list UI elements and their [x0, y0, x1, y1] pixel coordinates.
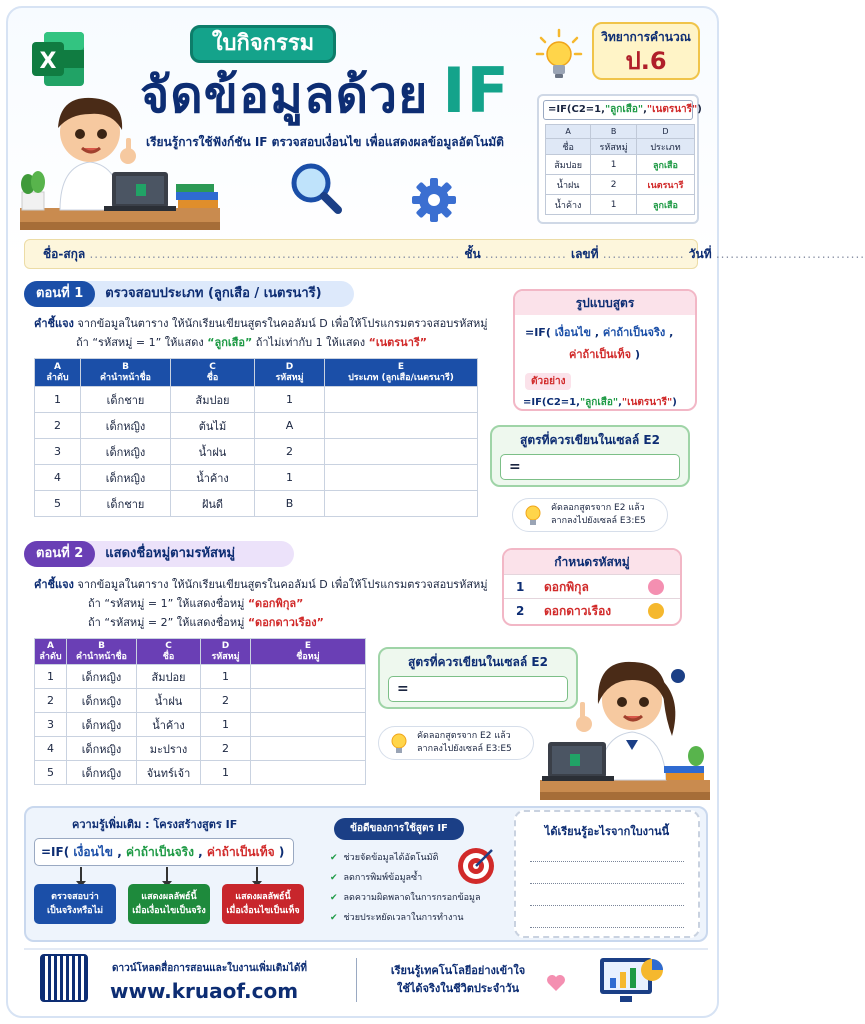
pattern-condition: เงื่อนไข	[554, 326, 592, 339]
check-icon: ✔	[330, 853, 338, 863]
example-table	[545, 124, 695, 215]
example-spreadsheet	[537, 94, 702, 224]
formula-answer-input[interactable]: =	[388, 676, 568, 702]
kf-close: )	[278, 845, 285, 859]
box-line: เมื่อเงื่อนไขเป็นเท็จ	[226, 906, 300, 916]
cell-name: ส้มปอย	[137, 665, 201, 689]
condition-true: “ลูกเสือ”	[207, 336, 253, 349]
cell-type: เนตรนารี	[636, 175, 694, 195]
kf-false: ค่าถ้าเป็นเท็จ	[206, 845, 275, 859]
cell-code: 2	[255, 439, 325, 465]
cell-code: 1	[201, 713, 251, 737]
gear-icon	[410, 176, 458, 224]
cell-name: น้ำค้าง	[546, 195, 591, 215]
number-blank[interactable]: .................	[602, 247, 685, 261]
col-header: รหัสหมู่	[591, 139, 637, 155]
advantage-item	[330, 910, 464, 924]
advantage-item	[330, 890, 480, 904]
cell-name: ฝันดี	[171, 491, 255, 517]
pattern-if: =IF(	[525, 326, 551, 339]
tip-line2: ลากลงไปยังเซลล์ E3:E5	[551, 516, 646, 526]
col-letter: B	[591, 125, 637, 139]
cell-code: 1	[201, 665, 251, 689]
title-text: จัดข้อมูลด้วย	[140, 66, 429, 124]
group-code: 1	[516, 580, 525, 594]
student-info-bar	[24, 239, 865, 269]
table-row	[546, 195, 695, 215]
cell-name: น้ำค้าง	[171, 465, 255, 491]
reflection-line[interactable]	[530, 856, 684, 862]
group-code-row	[504, 598, 680, 622]
answer-cell[interactable]	[251, 761, 366, 785]
group-code-row	[504, 574, 680, 598]
answer-cell[interactable]	[325, 491, 478, 517]
lightbulb-icon	[535, 28, 583, 82]
girl-with-laptop-illustration	[540, 640, 710, 800]
date-blank[interactable]: ...............................	[715, 247, 865, 261]
cell-prefix: เด็กหญิง	[67, 689, 137, 713]
pattern-false: ค่าถ้าเป็นเท็จ	[569, 348, 632, 361]
name-blank[interactable]: .............................................................................	[89, 247, 461, 261]
page-subtitle: เรียนรู้การใช้ฟังก์ชัน IF ตรวจสอบเงื่อนไข เพื่อแสดงผลข้อมูลอัตโนมัติ	[146, 135, 504, 149]
activity-label-pill: ใบกิจกรรม	[190, 25, 336, 63]
cell-prefix: เด็กหญิง	[67, 761, 137, 785]
advantage-text: ลดความผิดพลาดในการกรอกข้อมูล	[343, 893, 481, 903]
cell-name: ส้มปอย	[171, 387, 255, 413]
knowledge-formula	[34, 838, 294, 866]
col-header-e: E ประเภท (ลูกเสือ/เนตรนารี)	[325, 359, 478, 387]
instr-label: คำชี้แจง	[34, 317, 74, 330]
subject-label: วิทยาการคำนวณ	[601, 30, 691, 44]
col-letter: A	[546, 125, 591, 139]
cell-type: ลูกเสือ	[636, 195, 694, 215]
cell-name: จันทร์เจ้า	[137, 761, 201, 785]
tip-line2: ลากลงไปยังเซลล์ E3:E5	[417, 744, 512, 754]
condition-explain-box	[34, 884, 116, 924]
heart-icon	[546, 974, 566, 992]
cell-box-title: สูตรที่ควรเขียนในเซลล์ E2	[408, 655, 548, 669]
slogan-line1: เรียนรู้เทคโนโลยีอย่างเข้าใจ	[390, 964, 526, 977]
advantage-text: ช่วยจัดข้อมูลได้อัตโนมัติ	[343, 853, 439, 863]
table-row	[35, 689, 366, 713]
advantage-item	[330, 850, 439, 864]
answer-cell[interactable]	[251, 665, 366, 689]
section1-number: ตอนที่ 1	[24, 281, 95, 307]
condition-value: “ดอกพิกุล”	[247, 597, 304, 610]
check-icon: ✔	[330, 873, 338, 883]
box-line: เมื่อเงื่อนไขเป็นจริง	[132, 906, 206, 916]
kf-true: ค่าถ้าเป็นจริง	[125, 845, 194, 859]
col-header-a: A ลำดับ	[35, 359, 81, 387]
grade-badge	[592, 22, 700, 80]
qr-code-icon	[40, 954, 88, 1002]
formula-pattern-box	[513, 289, 697, 411]
section1-instructions	[34, 315, 488, 333]
col-header: ประเภท	[636, 139, 694, 155]
table-row	[35, 665, 366, 689]
cell-no: 4	[35, 737, 67, 761]
table-row	[35, 737, 366, 761]
cell-code: 1	[591, 155, 637, 175]
cell-code: 1	[255, 387, 325, 413]
cell-no: 4	[35, 465, 81, 491]
instr-text: จากข้อมูลในตาราง ให้นักเรียนเขียนสูตรในคอลัมน์ D เพื่อให้โปรแกรมตรวจสอบรหัสหมู่	[77, 317, 488, 330]
section2-condition-2	[88, 614, 324, 632]
pattern-comma: ,	[594, 326, 600, 339]
cell-code: 2	[201, 737, 251, 761]
cell-name: น้ำฝน	[171, 439, 255, 465]
cell-code: 1	[591, 195, 637, 215]
example-comma: ,	[618, 397, 622, 408]
marigold-flower-icon	[648, 603, 664, 619]
date-label: วันที่	[688, 247, 712, 261]
condition-text: ถ้า “รหัสหมู่ = 1” ให้แสดง	[76, 336, 204, 349]
cell-no: 1	[35, 387, 81, 413]
cell-prefix: เด็กชาย	[81, 491, 171, 517]
condition-text: ถ้า “รหัสหมู่ = 2” ให้แสดงชื่อหมู่	[88, 616, 245, 629]
cell-name: น้ำค้าง	[137, 713, 201, 737]
class-blank[interactable]: .................	[484, 247, 567, 261]
group-code: 2	[516, 604, 525, 618]
answer-cell[interactable]	[325, 387, 478, 413]
answer-cell[interactable]	[251, 689, 366, 713]
col-header-e: E ชื่อหมู่	[251, 639, 366, 665]
condition-value: “ดอกดาวเรือง”	[247, 616, 324, 629]
footer-divider	[356, 958, 357, 1002]
table-row	[35, 387, 478, 413]
example-formula-bar	[543, 100, 702, 120]
pattern-line1	[525, 323, 695, 341]
col-letter: D	[636, 125, 694, 139]
col-header-c: C ชื่อ	[137, 639, 201, 665]
col-header-d: D รหัสหมู่	[201, 639, 251, 665]
answer-cell[interactable]	[251, 737, 366, 761]
table-row	[35, 439, 478, 465]
copy-tip-2	[378, 726, 534, 760]
cell-no: 2	[35, 689, 67, 713]
table-row	[35, 491, 478, 517]
group-name: ดอกพิกุล	[544, 580, 589, 594]
download-text: ดาวน์โหลดสื่อการสอนและใบงานเพิ่มเติมได้ที่	[112, 963, 307, 974]
chart-monitor-icon	[598, 956, 664, 1004]
section2-condition-1	[88, 595, 303, 613]
answer-cell[interactable]	[325, 439, 478, 465]
table-row	[35, 713, 366, 737]
cell-prefix: เด็กหญิง	[81, 413, 171, 439]
box-line: ตรวจสอบว่า	[51, 892, 99, 902]
example-close: )	[672, 397, 677, 408]
col-header-b: B คำนำหน้าชื่อ	[81, 359, 171, 387]
cell-no: 3	[35, 713, 67, 737]
cell-box-title: สูตรที่ควรเขียนในเซลล์ E2	[520, 433, 660, 447]
section1-title: ตรวจสอบประเภท (ลูกเสือ / เนตรนารี)	[105, 286, 322, 301]
col-header: ชื่อ	[546, 139, 591, 155]
copy-tip-1	[512, 498, 668, 532]
cell-no: 2	[35, 413, 81, 439]
advantage-text: ลดการพิมพ์ข้อมูลซ้ำ	[343, 873, 423, 883]
number-label: เลขที่	[570, 247, 599, 261]
pattern-close: )	[634, 348, 640, 361]
down-arrow-icon	[166, 867, 168, 881]
formula-comma: ,	[643, 104, 647, 115]
tip-line1: คัดลอกสูตรจาก E2 แล้ว	[417, 731, 511, 741]
cell-code: 2	[201, 689, 251, 713]
section2-table	[34, 638, 366, 785]
reflection-line[interactable]	[530, 922, 684, 928]
target-icon	[456, 846, 496, 886]
instr-text: จากข้อมูลในตาราง ให้นักเรียนเขียนสูตรในคอลัมน์ D เพื่อให้โปรแกรมตรวจสอบรหัสหมู่	[77, 578, 488, 591]
example-prefix: =IF(C2=1,	[523, 397, 580, 408]
cell-no: 5	[35, 761, 67, 785]
cell-name: มะปราง	[137, 737, 201, 761]
condition-false: “เนตรนารี”	[368, 336, 428, 349]
cell-prefix: เด็กหญิง	[67, 737, 137, 761]
reflection-box	[514, 810, 700, 938]
pattern-comma: ,	[669, 326, 674, 339]
cell-name: น้ำฝน	[137, 689, 201, 713]
section2-header	[24, 541, 294, 567]
example-true: "ลูกเสือ"	[579, 397, 619, 408]
cell-e2-answer-box-1	[490, 425, 690, 487]
knowledge-title: ความรู้เพิ่มเติม : โครงสร้างสูตร IF	[72, 818, 238, 831]
cell-prefix: เด็กชาย	[81, 387, 171, 413]
section2-instructions	[34, 576, 488, 594]
example-formula	[523, 395, 695, 410]
cell-prefix: เด็กหญิง	[67, 665, 137, 689]
false-explain-box	[222, 884, 304, 924]
reflection-line[interactable]	[530, 878, 684, 884]
pattern-line2	[569, 345, 695, 363]
grade-label: ป.6	[625, 47, 667, 75]
section2-number: ตอนที่ 2	[24, 541, 95, 567]
class-label: ชั้น	[464, 247, 481, 261]
true-explain-box	[128, 884, 210, 924]
answer-cell[interactable]	[325, 413, 478, 439]
section1-condition	[76, 334, 427, 352]
cell-code: 1	[201, 761, 251, 785]
section1-header	[24, 281, 354, 307]
answer-cell[interactable]	[251, 713, 366, 737]
reflection-title: ได้เรียนรู้อะไรจากใบงานนี้	[544, 825, 670, 838]
condition-text: ถ้า “รหัสหมู่ = 1” ให้แสดงชื่อหมู่	[88, 597, 245, 610]
box-line: แสดงผลลัพธ์นี้	[235, 892, 291, 902]
section1-table	[34, 358, 478, 517]
name-label: ชื่อ-สกุล	[43, 247, 86, 261]
formula-pattern-title: รูปแบบสูตร	[515, 291, 695, 315]
col-header-c: C ชื่อ	[171, 359, 255, 387]
kf-if: =IF(	[41, 845, 70, 859]
check-icon: ✔	[330, 913, 338, 923]
table-row	[35, 413, 478, 439]
cell-name: ส้มปอย	[546, 155, 591, 175]
example-tag: ตัวอย่าง	[525, 373, 571, 390]
col-header-a: A ลำดับ	[35, 639, 67, 665]
table-row	[35, 761, 366, 785]
advantage-item	[330, 870, 422, 884]
excel-logo-icon	[30, 28, 86, 90]
cell-code: A	[255, 413, 325, 439]
svg-text:X: X	[39, 49, 57, 74]
down-arrow-icon	[80, 867, 82, 881]
tip-line1: คัดลอกสูตรจาก E2 แล้ว	[551, 503, 645, 513]
cell-name: น้ำฝน	[546, 175, 591, 195]
answer-cell[interactable]	[325, 465, 478, 491]
group-code-title: กำหนดรหัสหมู่	[504, 550, 680, 574]
check-icon: ✔	[330, 893, 338, 903]
instr-label: คำชี้แจง	[34, 578, 74, 591]
col-header-d: D รหัสหมู่	[255, 359, 325, 387]
formula-true-value: "ลูกเสือ"	[604, 104, 644, 115]
formula-answer-input[interactable]: =	[500, 454, 680, 480]
cell-name: ต้นไม้	[171, 413, 255, 439]
cell-code: B	[255, 491, 325, 517]
box-line: แสดงผลลัพธ์นี้	[141, 892, 197, 902]
cell-prefix: เด็กหญิง	[81, 465, 171, 491]
magnifier-icon	[288, 160, 344, 216]
cell-code: 2	[591, 175, 637, 195]
group-name: ดอกดาวเรือง	[544, 604, 612, 618]
formula-prefix: =IF(C2=1,	[548, 104, 605, 115]
title-if: IF	[442, 54, 510, 127]
cell-no: 5	[35, 491, 81, 517]
website-link[interactable]: www.kruaof.com	[110, 979, 299, 1003]
kf-comma: ,	[117, 845, 122, 859]
advantage-text: ช่วยประหยัดเวลาในการทำงาน	[343, 913, 464, 923]
table-row	[546, 155, 695, 175]
cell-prefix: เด็กหญิง	[67, 713, 137, 737]
group-code-table	[502, 548, 682, 626]
cell-no: 1	[35, 665, 67, 689]
example-false: "เนตรนารี"	[621, 397, 673, 408]
pink-flower-icon	[648, 579, 664, 595]
section2-title: แสดงชื่อหมู่ตามรหัสหมู่	[105, 546, 236, 561]
slogan-line2: ใช้ได้จริงในชีวิตประจำวัน	[396, 982, 520, 995]
advantages-title: ข้อดีของการใช้สูตร IF	[334, 818, 464, 840]
formula-suffix: )	[697, 104, 702, 115]
cell-no: 3	[35, 439, 81, 465]
reflection-line[interactable]	[530, 900, 684, 906]
kf-comma: ,	[198, 845, 203, 859]
down-arrow-icon	[256, 867, 258, 881]
pattern-true: ค่าถ้าเป็นจริง	[602, 326, 666, 339]
box-line: เป็นจริงหรือไม่	[46, 906, 104, 916]
condition-text: ถ้าไม่เท่ากับ 1 ให้แสดง	[255, 336, 366, 349]
cell-code: 1	[255, 465, 325, 491]
table-row	[35, 465, 478, 491]
table-row	[546, 175, 695, 195]
col-header-b: B คำนำหน้าชื่อ	[67, 639, 137, 665]
formula-false-value: "เนตรนารี"	[646, 104, 698, 115]
kf-condition: เงื่อนไข	[73, 845, 113, 859]
cell-prefix: เด็กหญิง	[81, 439, 171, 465]
lightbulb-icon	[389, 732, 409, 756]
page-title	[140, 54, 510, 127]
lightbulb-icon	[523, 504, 543, 528]
cell-type: ลูกเสือ	[636, 155, 694, 175]
footer-slogan	[378, 962, 538, 998]
